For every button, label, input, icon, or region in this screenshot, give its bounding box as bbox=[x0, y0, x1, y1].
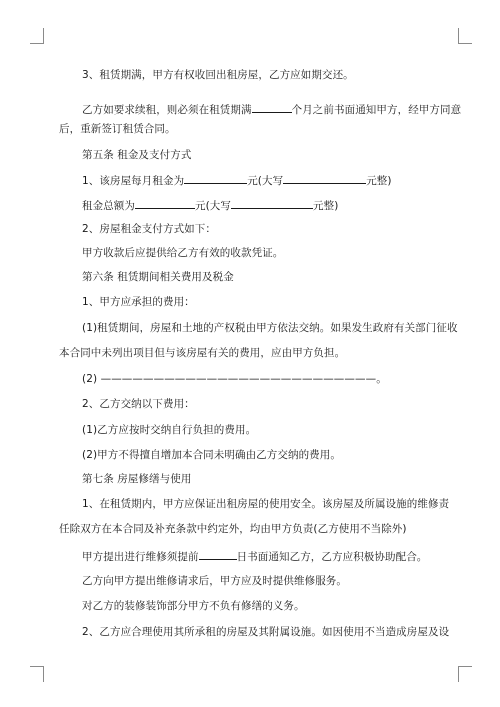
fill-in-blank bbox=[283, 172, 366, 184]
crop-mark-bottom-right bbox=[458, 666, 472, 682]
clause-text: (2) ——————————————————————————。 bbox=[82, 373, 387, 385]
clause-text-with-blank bbox=[82, 548, 427, 564]
crop-mark-top-right bbox=[458, 28, 472, 44]
clause-text-with-blank bbox=[82, 101, 461, 117]
clause-text: 甲方收款后应提供给乙方有效的收款凭证。 bbox=[82, 247, 284, 259]
section-heading: 第五条 租金及支付方式 bbox=[82, 149, 192, 161]
clause-text: 1、在租赁期内，甲方应保证出租房屋的使用安全。该房屋及所属设施的维修责 bbox=[82, 498, 450, 510]
fill-in-blank bbox=[231, 197, 313, 209]
clause-text: 2、房屋租金支付方式如下： bbox=[82, 223, 216, 235]
clause-text: 本合同中未列出项目但与该房屋有关的费用，应由甲方负担。 bbox=[59, 347, 346, 359]
clause-text-with-blank bbox=[82, 172, 392, 188]
fill-in-blank bbox=[184, 172, 247, 184]
text-segment: 租金总额为 bbox=[82, 200, 135, 212]
text-segment: 元(大写 bbox=[195, 200, 231, 212]
clause-text: 后，重新签订租赁合同。 bbox=[59, 123, 176, 135]
clause-text: 2、乙方应合理使用其所承租的房屋及其附属设施。如因使用不当造成房屋及设 bbox=[82, 626, 450, 638]
clause-text: 对乙方的装修装饰部分甲方不负有修缮的义务。 bbox=[82, 600, 305, 612]
text-segment: 个月之前书面通知甲方，经甲方同意 bbox=[291, 104, 462, 116]
fill-in-blank bbox=[135, 197, 195, 209]
text-segment: 甲方提出进行维修须提前 bbox=[82, 551, 199, 563]
clause-text: (2)甲方不得擅自增加本合同未明确由乙方交纳的费用。 bbox=[82, 449, 341, 461]
section-heading: 第六条 租赁期间相关费用及税金 bbox=[82, 271, 234, 283]
clause-text: 3、租赁期满，甲方有权收回出租房屋，乙方应如期交还。 bbox=[82, 69, 354, 81]
fill-in-blank bbox=[199, 548, 237, 560]
clause-text: (1)租赁期间，房屋和土地的产权税由甲方依法交纳。如果发生政府有关部门征收 bbox=[82, 322, 458, 334]
clause-text: 任除双方在本合同及补充条款中约定外，均由甲方负责(乙方使用不当除外) bbox=[59, 523, 407, 535]
clause-text-with-blank bbox=[82, 197, 338, 213]
text-segment: 乙方如要求续租，则必须在租赁期满 bbox=[82, 104, 252, 116]
fill-in-blank bbox=[252, 101, 292, 113]
text-segment: 元整) bbox=[366, 175, 392, 187]
text-segment: 元整) bbox=[313, 200, 339, 212]
text-segment: 元(大写 bbox=[247, 175, 284, 187]
clause-text: (1)乙方应按时交纳自行负担的费用。 bbox=[82, 424, 257, 436]
text-segment: 1、该房屋每月租金为 bbox=[82, 175, 185, 187]
text-segment: 日书面通知乙方，乙方应积极协助配合。 bbox=[236, 551, 428, 563]
clause-text: 2、乙方交纳以下费用： bbox=[82, 398, 195, 410]
crop-mark-bottom-left bbox=[30, 666, 44, 682]
clause-text: 1、甲方应承担的费用： bbox=[82, 296, 195, 308]
crop-mark-top-left bbox=[30, 28, 44, 44]
clause-text: 乙方向甲方提出维修请求后，甲方应及时提供维修服务。 bbox=[82, 575, 347, 587]
section-heading: 第七条 房屋修缮与使用 bbox=[82, 473, 192, 485]
